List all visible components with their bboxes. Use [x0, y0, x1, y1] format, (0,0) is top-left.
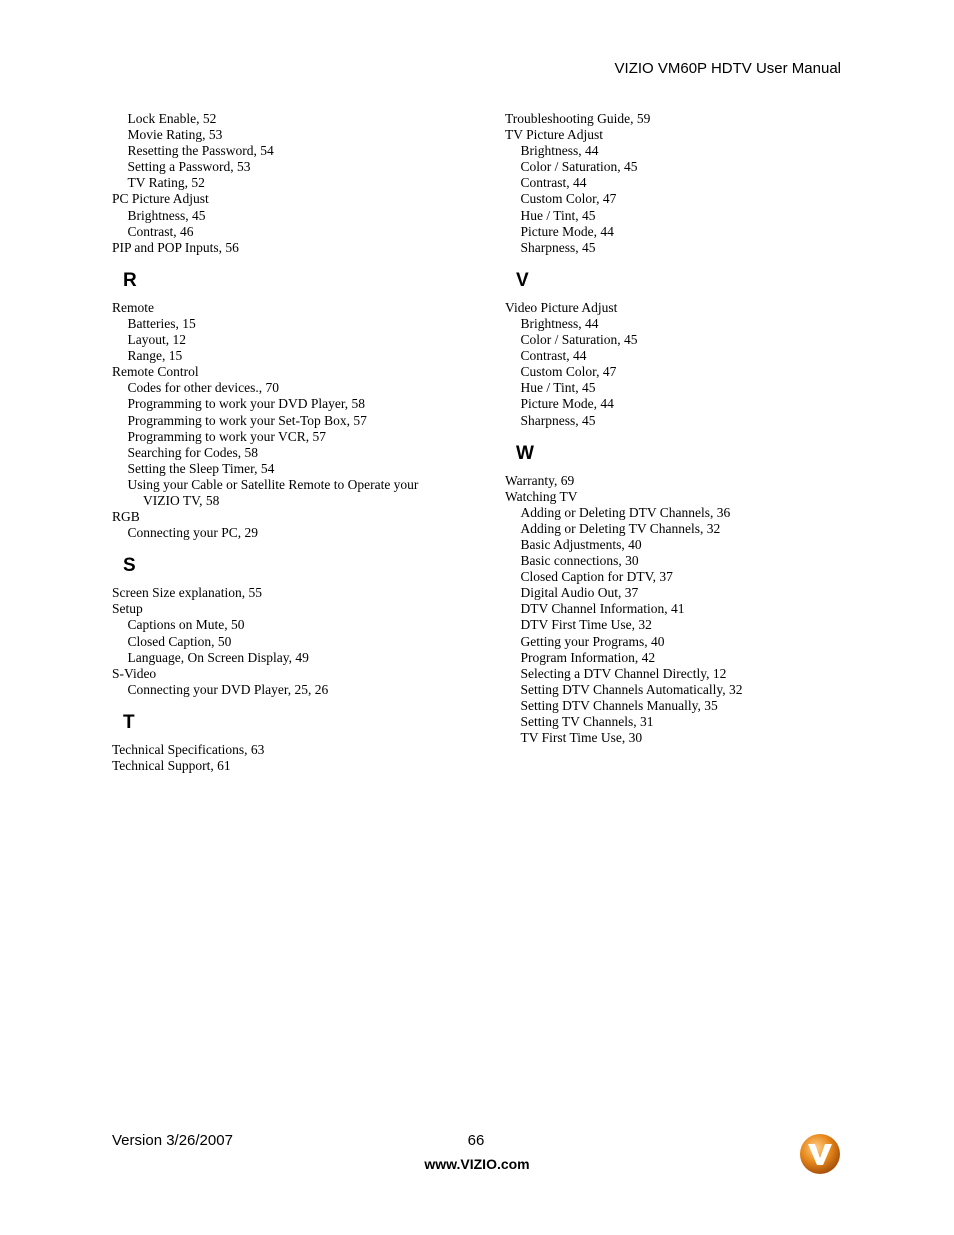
index-entry: Remote	[112, 299, 154, 315]
index-subentry: Program Information, 42	[520, 649, 656, 665]
index-subentry: Adding or Deleting DTV Channels, 36	[520, 504, 731, 520]
index-subentry: Hue / Tint, 45	[520, 380, 596, 396]
index-subentry: Hue / Tint, 45	[520, 207, 596, 223]
index-subentry: Searching for Codes, 58	[127, 444, 258, 460]
index-subentry: Sharpness, 45	[520, 239, 596, 255]
index-subentry: Custom Color, 47	[520, 364, 617, 380]
index-subentry: Brightness, 44	[520, 315, 599, 331]
index-subentry: Connecting your PC, 29	[127, 525, 258, 541]
index-subentry: Layout, 12	[127, 332, 186, 348]
footer-version: Version 3/26/2007	[112, 1132, 233, 1149]
index-subentry: Contrast, 46	[127, 223, 194, 239]
index-subentry: Language, On Screen Display, 49	[127, 649, 309, 665]
index-subentry: Programming to work your Set-Top Box, 57	[127, 412, 367, 428]
index-subentry: Color / Saturation, 45	[520, 332, 638, 348]
index-entry: Video Picture Adjust	[505, 299, 618, 315]
index-entry: Screen Size explanation, 55	[112, 585, 262, 601]
index-subentry: Basic Adjustments, 40	[520, 536, 642, 552]
index-entry: Technical Specifications, 63	[112, 741, 265, 757]
document-header-title: VIZIO VM60P HDTV User Manual	[614, 60, 841, 77]
index-subentry: Movie Rating, 53	[127, 127, 223, 143]
index-entry: TV Picture Adjust	[505, 127, 604, 143]
index-subentry: Using your Cable or Satellite Remote to Operate your	[127, 476, 419, 492]
index-subentry: Setting the Sleep Timer, 54	[127, 460, 275, 476]
index-subentry: Basic connections, 30	[520, 553, 639, 569]
section-letter-v: V	[516, 269, 529, 291]
index-entry: S-Video	[112, 665, 157, 681]
vizio-logo-icon	[799, 1133, 841, 1175]
index-subentry: Sharpness, 45	[520, 412, 596, 428]
index-column-right	[505, 111, 845, 746]
index-subentry: Range, 15	[127, 348, 183, 364]
index-subentry: DTV Channel Information, 41	[520, 601, 685, 617]
section-letter-t: T	[123, 711, 135, 733]
index-subentry: Setting DTV Channels Automatically, 32	[520, 681, 743, 697]
index-subentry: Batteries, 15	[127, 315, 196, 331]
index-subentry: TV Rating, 52	[127, 175, 205, 191]
index-entry: PIP and POP Inputs, 56	[112, 239, 239, 255]
section-letter-r: R	[123, 269, 137, 291]
index-subentry: Getting your Programs, 40	[520, 633, 665, 649]
index-subentry: Picture Mode, 44	[520, 223, 614, 239]
index-subentry: Color / Saturation, 45	[520, 159, 638, 175]
index-entry: Watching TV	[505, 488, 578, 504]
index-entry: Warranty, 69	[505, 472, 575, 488]
index-entry: Remote Control	[112, 364, 199, 380]
index-subentry: Contrast, 44	[520, 348, 587, 364]
index-subentry: Programming to work your DVD Player, 58	[127, 396, 366, 412]
index-subentry: Setting DTV Channels Manually, 35	[520, 697, 718, 713]
index-entry: Setup	[112, 601, 143, 617]
index-entry: Troubleshooting Guide, 59	[505, 111, 651, 126]
index-subentry: Brightness, 44	[520, 143, 599, 159]
index-entry: PC Picture Adjust	[112, 191, 209, 207]
index-subentry: Lock Enable, 52	[127, 111, 217, 126]
index-column-left	[112, 111, 452, 774]
index-subentry: DTV First Time Use, 32	[520, 617, 652, 633]
index-subentry: Connecting your DVD Player, 25, 26	[127, 681, 329, 697]
index-subentry: Programming to work your VCR, 57	[127, 428, 326, 444]
index-subentry: TV First Time Use, 30	[520, 730, 643, 746]
index-subentry: Digital Audio Out, 37	[520, 585, 639, 601]
section-letter-w: W	[516, 442, 534, 464]
index-subentry: Closed Caption, 50	[127, 633, 232, 649]
index-subentry: Brightness, 45	[127, 207, 206, 223]
index-subentry: Setting TV Channels, 31	[520, 714, 654, 729]
footer-url: www.VIZIO.com	[424, 1156, 530, 1172]
index-subentry: Contrast, 44	[520, 175, 587, 191]
index-subentry: Setting a Password, 53	[127, 159, 251, 175]
section-letter-s: S	[123, 555, 136, 577]
index-entry: RGB	[112, 509, 140, 525]
page-number: 66	[467, 1132, 485, 1149]
index-subentry: Closed Caption for DTV, 37	[520, 569, 673, 585]
index-subentry: Resetting the Password, 54	[127, 143, 274, 159]
index-subentry: VIZIO TV, 58	[143, 492, 220, 508]
index-subentry: Captions on Mute, 50	[127, 617, 245, 633]
index-entry: Technical Support, 61	[112, 758, 231, 773]
index-subentry: Selecting a DTV Channel Directly, 12	[520, 665, 727, 681]
index-subentry: Codes for other devices., 70	[127, 380, 279, 396]
index-subentry: Custom Color, 47	[520, 191, 617, 207]
index-subentry: Adding or Deleting TV Channels, 32	[520, 520, 721, 536]
index-subentry: Picture Mode, 44	[520, 396, 614, 412]
